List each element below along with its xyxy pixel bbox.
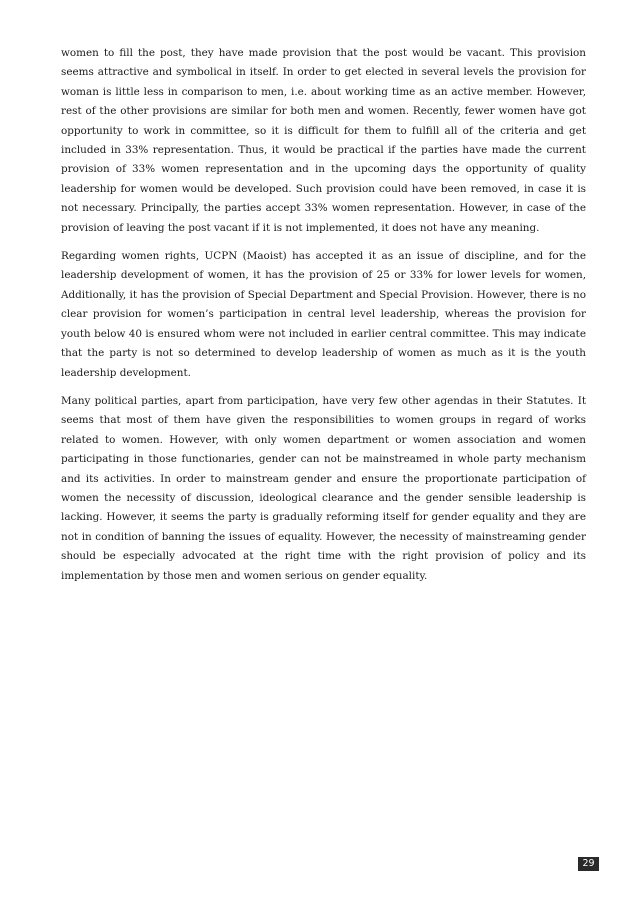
paragraph-vacant-post-provision: women to fill the post, they have made provision that the post would be vacant. This provision seems attractive and symbolical in itself. In order to get elected in several levels the provision for woman is little less in comparison to men, i.e. about working time as an active member. However, rest of the other provisions are similar for both men and women. Recently, fewer women have got opportunity to work in committee, so it is difficult for them to fulfill all of the criteria and get included in 33% representation. Thus, it would be practical if the parties have made the current provision of 33% women representation and in the upcoming days the opportunity of quality leadership for women would be developed. Such provision could have been removed, in case it is not necessary. Principally, the parties accept 33% women representation. However, in case of the provision of leaving the post vacant if it is not implemented, it does not have any meaning. [61,47,586,234]
paragraph-mainstreaming-gender: Many political parties, apart from participation, have very few other agendas in their Statutes. It seems that most of them have given the responsibilities to women groups in regard of works related to women. However, with only women department or women association and women participating in those functionaries, gender can not be mainstreamed in whole party mechanism and its activities. In order to mainstream gender and ensure the proportionate participation of women the necessity of discussion, ideological clearance and the gender sensible leadership is lacking. However, it seems the party is gradually reforming itself for gender equality and they are not in condition of banning the issues of equality. However, the necessity of mainstreaming gender should be especially advocated at the right time with the right provision of policy and its implementation by those men and women serious on gender equality. [61,394,586,582]
page-body [61,44,586,586]
paragraph-ucpn-women-rights: Regarding women rights, UCPN (Maoist) has accepted it as an issue of discipline, and for the leadership development of women, it has the provision of 25 or 33% for lower levels for women, Additionally, it has the provision of Special Department and Special Provision. However, there is no clear provision for women’s participation in central level leadership, whereas the provision for youth below 40 is ensured whom were not included in earlier central committee. This may indicate that the party is not so determined to develop leadership of women as much as it is the youth leadership development. [61,250,586,379]
page-number: 29 [578,857,599,871]
